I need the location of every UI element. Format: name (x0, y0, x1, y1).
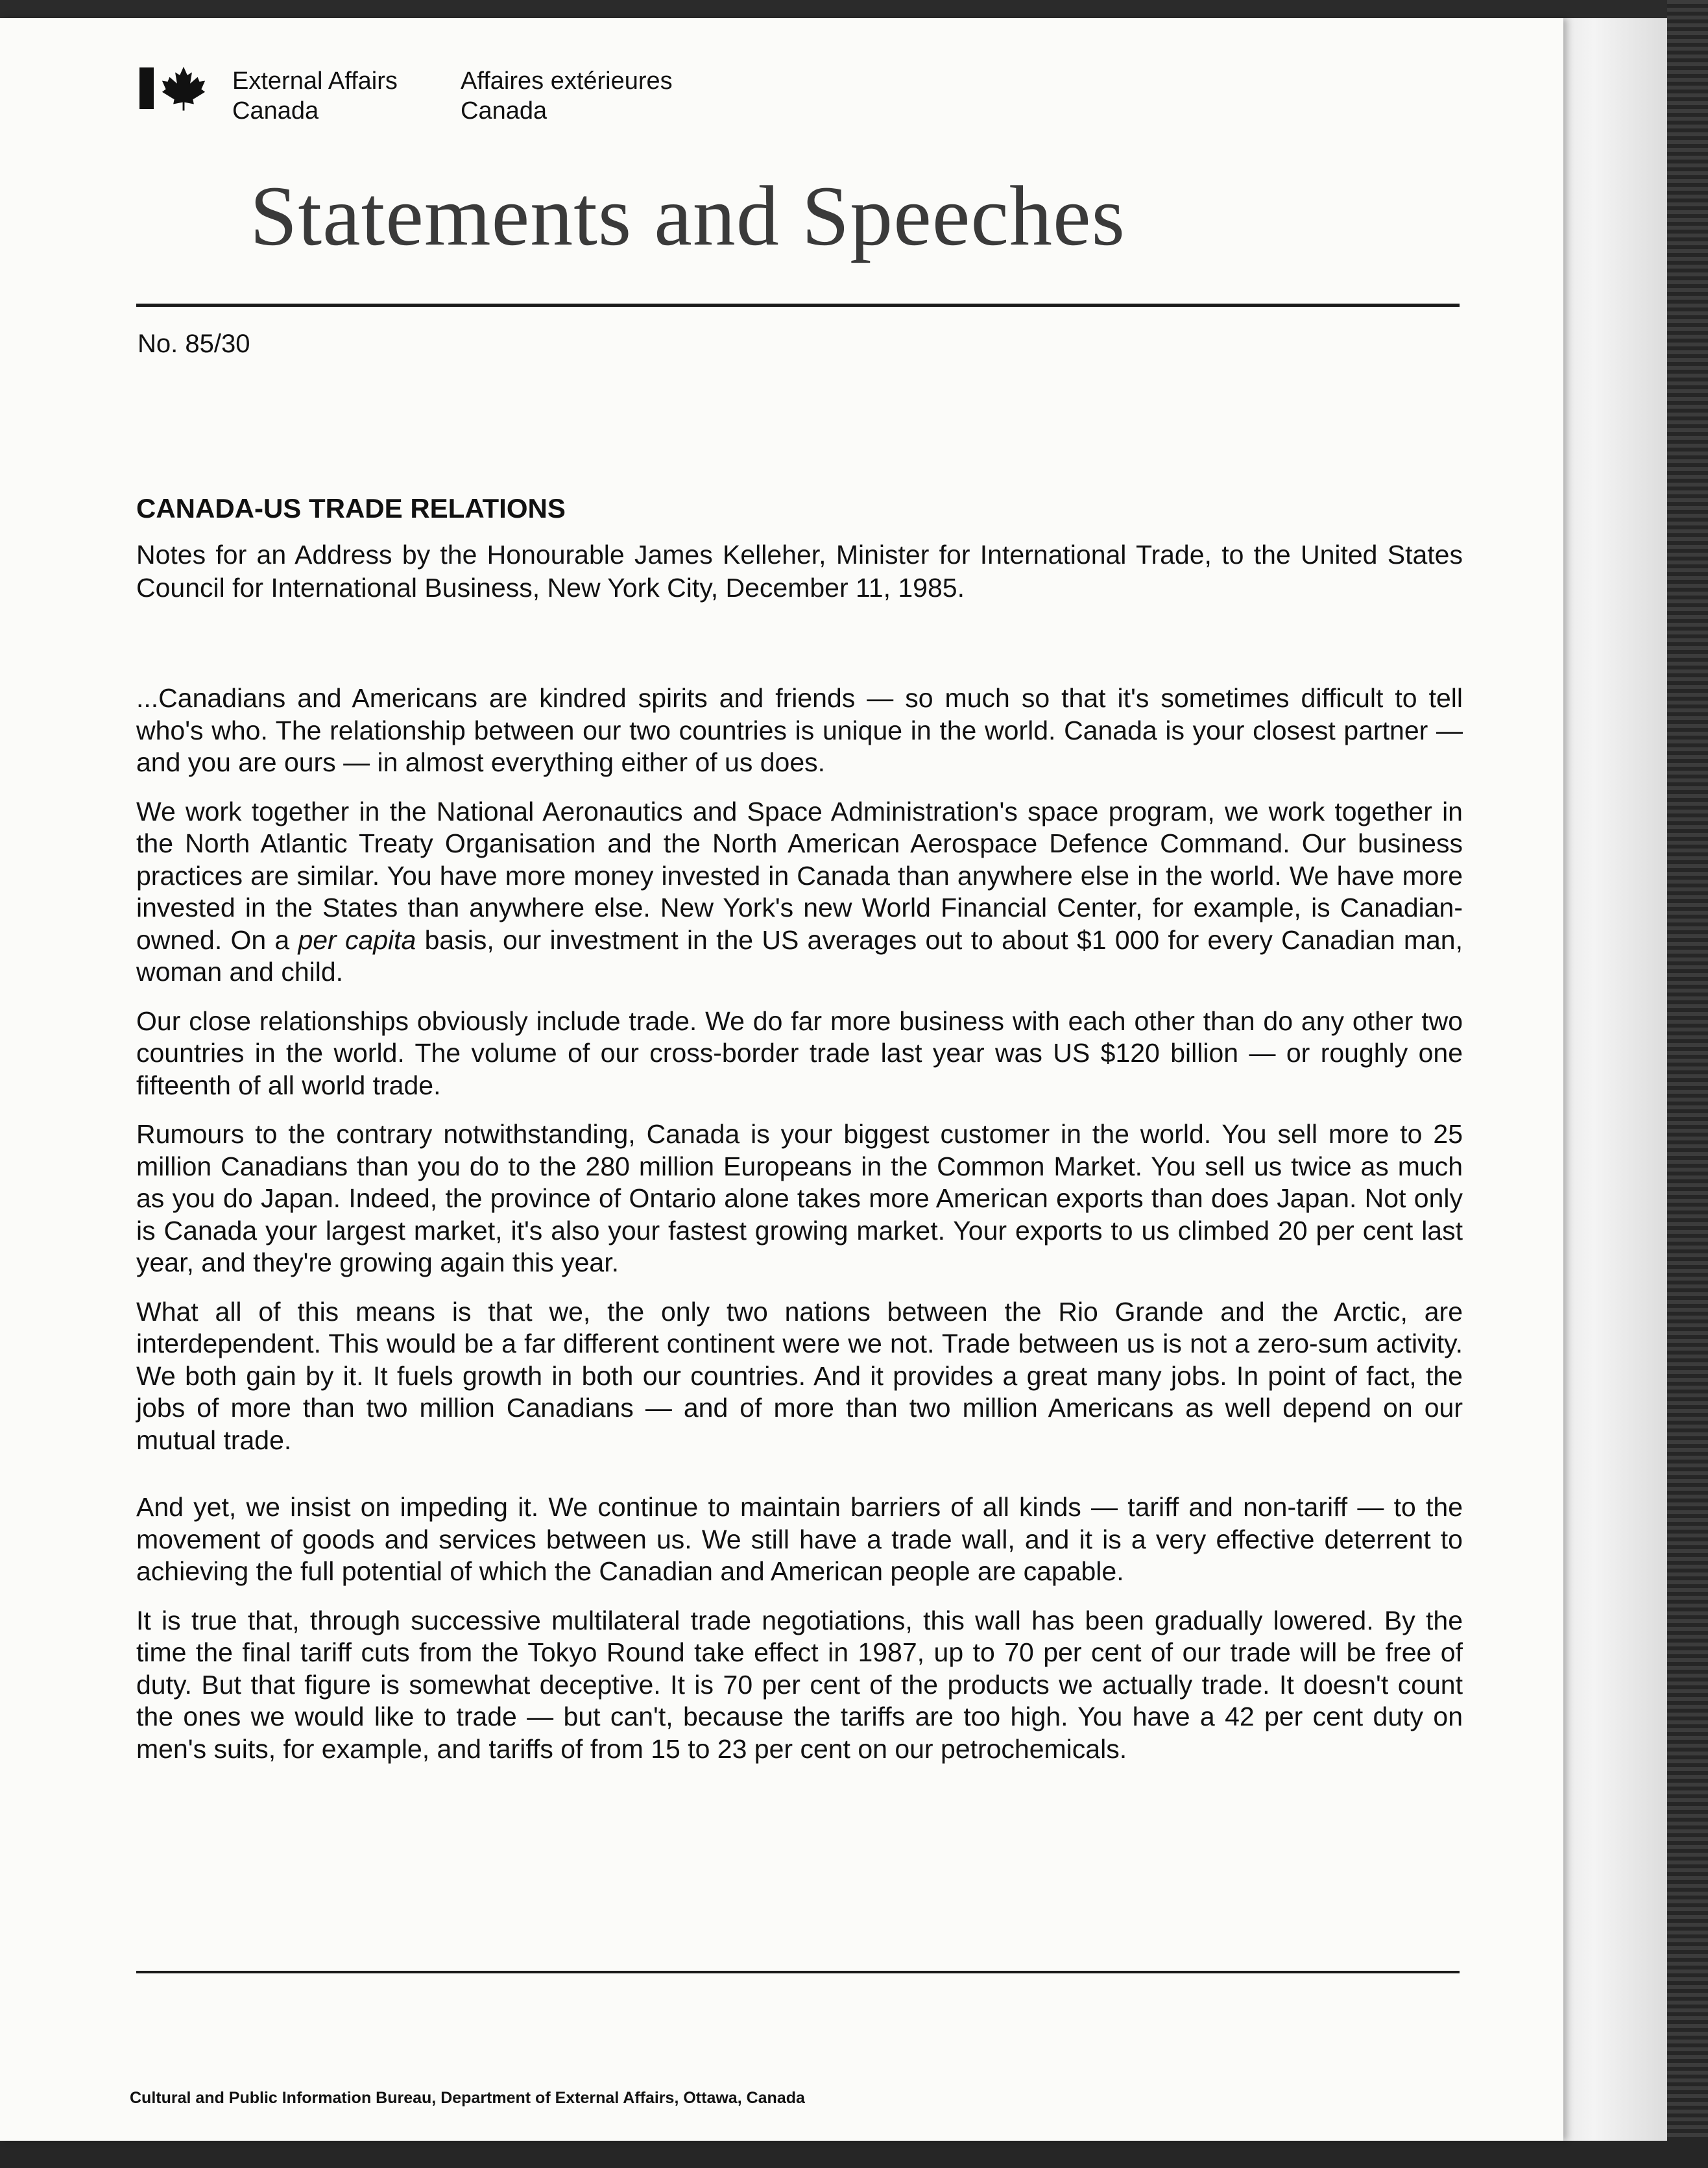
department-name-english (232, 66, 398, 126)
footer-publisher: Cultural and Public Information Bureau, Department of External Affairs, Ottawa, Canada (130, 2089, 805, 2107)
scan-border-bottom (0, 2141, 1708, 2168)
paragraph-2-text-a: We work together in the National Aeronautics and Space Administration's space program, we work together in the North Atlantic Treaty Organisation and the North American Aerospace Defence Command. Our business practices are similar. You have more money invested in Canada than anywhere else in the world. We have more invested in the States than anywhere else. New York's new World Financial Center, for example, is Canadian-owned. On a (136, 796, 1463, 955)
scan-border-top (0, 0, 1708, 18)
canada-flag-maple-leaf-icon (139, 65, 211, 123)
paragraph-7: It is true that, through successive multilateral trade negotiations, this wall has been gradually lowered. By the time the final tariff cuts from the Tokyo Round take effect in 1987, up to 70 per cent of our trade will be free of duty. But that figure is somewhat deceptive. It is 70 per cent of the products we actually trade. It doesn't count the ones we would like to trade — but can't, because the tariffs are too high. You have a 42 per cent duty on men's suits, for example, and tariffs of from 15 to 23 per cent on our petrochemicals. (136, 1605, 1463, 1764)
header-divider (136, 304, 1460, 307)
paragraph-4: Rumours to the contrary notwithstanding, Canada is your biggest customer in the world. You sell more to 25 million Canadians than you do to the 280 million Europeans in the Common Market. You sell us twice as much as you do Japan. Indeed, the province of Ontario alone takes more American exports than does Japan. Not only is Canada your largest market, it's also your fastest growing market. Your exports to us climbed 20 per cent last year, and they're growing again this year. (136, 1119, 1463, 1277)
department-name-french (461, 66, 673, 126)
article-heading: CANADA-US TRADE RELATIONS (136, 493, 566, 524)
paragraph-2-emphasis: per capita (298, 924, 416, 955)
paragraph-2-text-b: basis, our investment in the US averages out to about $1 000 for every Canadian man, woman and child. (136, 924, 1463, 987)
department-fr-line1: Affaires extérieures (461, 67, 673, 95)
publication-title: Statements and Speeches (250, 168, 1125, 263)
paragraph-6: And yet, we insist on impeding it. We continue to maintain barriers of all kinds — tariff and non-tariff — to the movement of goods and services between us. We still have a trade wall, and it is a very effective deterrent to achieving the full potential of which the Canadian and American people are capable. (136, 1492, 1463, 1586)
department-en-line2: Canada (232, 97, 319, 125)
paragraph-2 (136, 796, 1463, 989)
department-en-line1: External Affairs (232, 67, 398, 95)
flag-bar-icon (139, 67, 154, 109)
scan-border-right (1667, 0, 1708, 2168)
department-fr-line2: Canada (461, 97, 547, 125)
footer-divider (136, 1971, 1460, 1973)
document-page (0, 18, 1563, 2141)
paragraph-5: What all of this means is that we, the only two nations between the Rio Grande and the Arctic, are interdependent. This would be a far different continent were we not. Trade between us is not a zero-sum activity. We both gain by it. It fuels growth in both our countries. And it provides a great many jobs. In point of fact, the jobs of more than two million Canadians — and of more than two million Americans as well depend on our mutual trade. (136, 1296, 1463, 1455)
paragraph-3: Our close relationships obviously include trade. We do far more business with each other than do any other two countries in the world. The volume of our cross-border trade last year was US $120 billion — or roughly one fifteenth of all world trade. (136, 1006, 1463, 1100)
article-body (136, 492, 1463, 1782)
maple-leaf-icon (160, 65, 207, 112)
paragraph-1: ...Canadians and Americans are kindred spirits and friends — so much so that it's sometimes difficult to tell who's who. The relationship between our two countries is unique in the world. Canada is your closest partner — and you are ours — in almost everything either of us does. (136, 683, 1463, 777)
document-number: No. 85/30 (138, 330, 250, 358)
article-subtitle: Notes for an Address by the Honourable James Kelleher, Minister for International Trade, to the United States Council for International Business, New York City, December 11, 1985. (136, 540, 1463, 603)
